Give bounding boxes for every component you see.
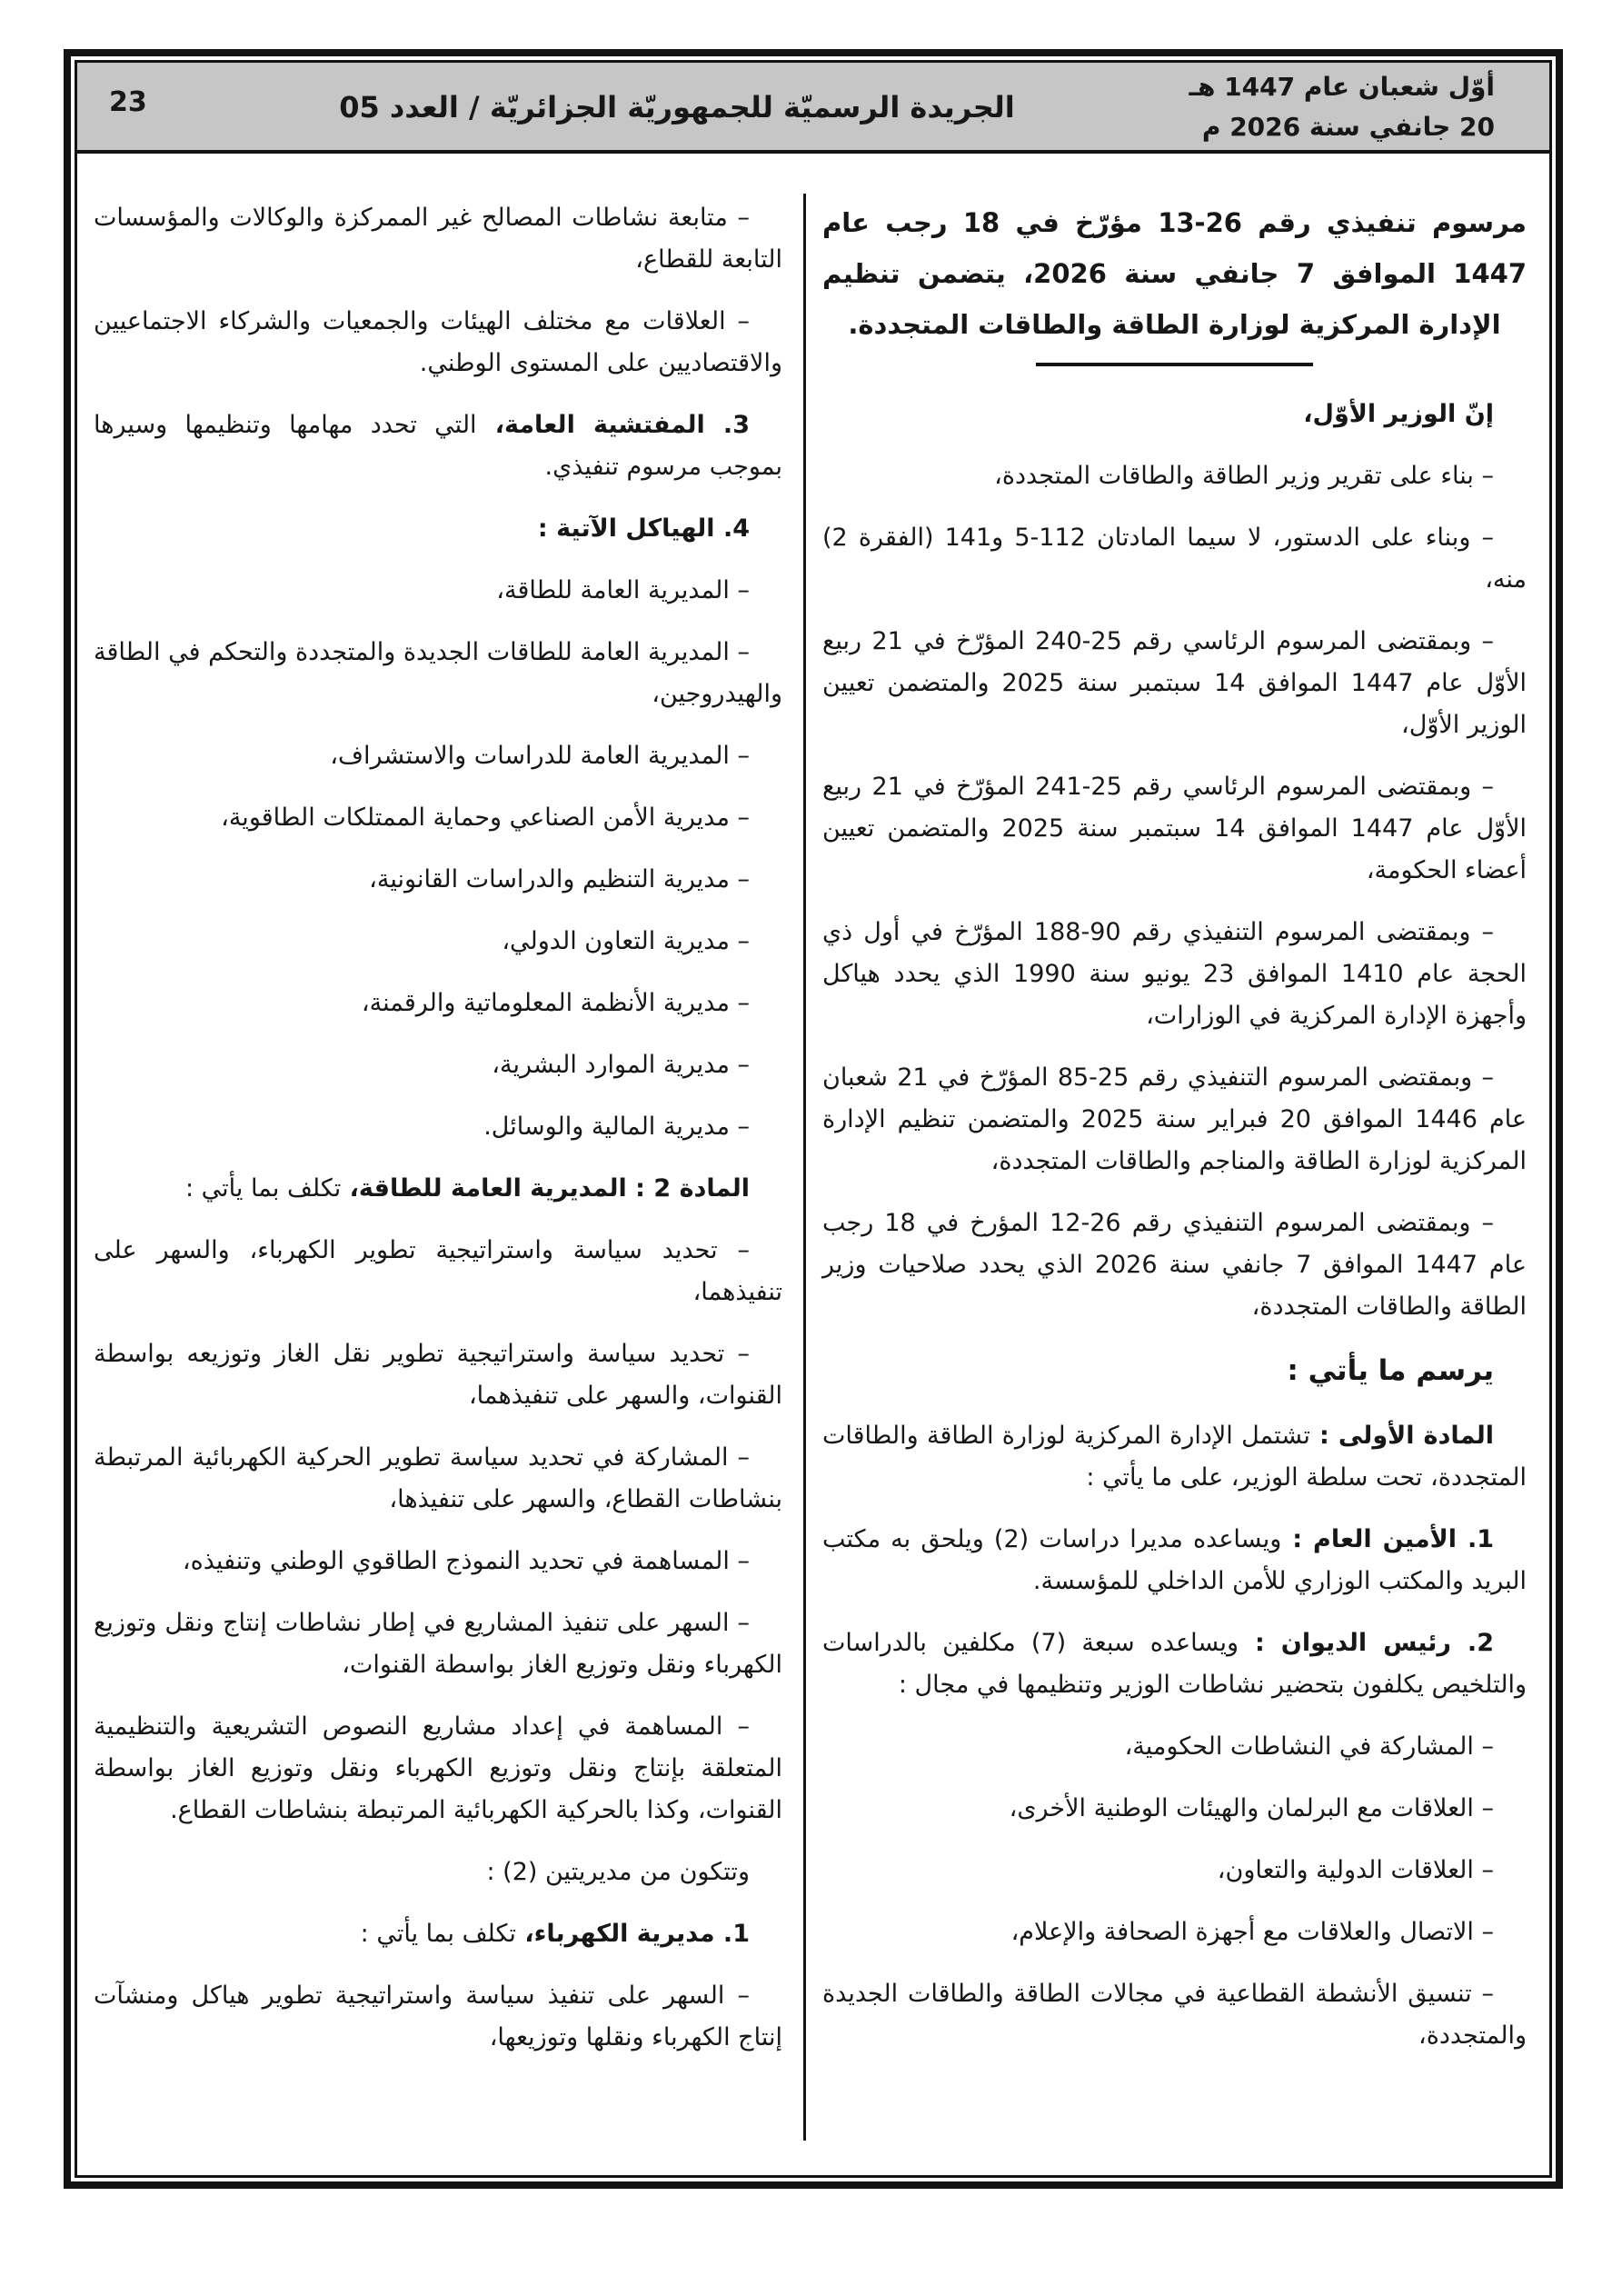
text-run: – مديرية الأمن الصناعي وحماية الممتلكات الطاقوية، (221, 804, 750, 832)
paragraph (94, 1602, 782, 1686)
text-run: – متابعة نشاطات المصالح غير الممركزة والوكالات والمؤسسات التابعة للقطاع، (94, 204, 782, 274)
paragraph (94, 859, 782, 901)
text-run: – العلاقات مع البرلمان والهيئات الوطنية الأخرى، (1009, 1794, 1494, 1822)
text-run: التي تحدد مهامها وتنظيمها وسيرها بموجب مرسوم تنفيذي. (94, 411, 782, 481)
paragraph (822, 1519, 1527, 1602)
paragraph (822, 394, 1527, 435)
text-run: – مديرية المالية والوسائل. (483, 1113, 750, 1141)
paragraph (94, 1168, 782, 1210)
paragraph (94, 921, 782, 963)
paragraph (94, 1975, 782, 2059)
text-run: – المديرية العامة للطاقة، (496, 576, 750, 604)
paragraph (822, 1912, 1527, 1953)
text-run: – وبمقتضى المرسوم التنفيذي رقم 90‐188 المؤرّخ في أول ذي الحجة عام 1410 الموافق 23 يونيو سنة 1990 الذي يحدد هياكل وأجهزة الإدارة المركزية في الوزارات، (822, 918, 1527, 1030)
text-run: – وبمقتضى المرسوم الرئاسي رقم 25‐241 المؤرّخ في 21 ربيع الأوّل عام 1447 الموافق 14 سبتمبر سنة 2025 والمتضمن تعيين أعضاء الحكومة، (822, 773, 1527, 884)
text-run: – العلاقات الدولية والتعاون، (1217, 1856, 1494, 1884)
paragraph (94, 1706, 782, 1832)
text-run: تشتمل الإدارة المركزية لوزارة الطاقة والطاقات المتجددة، تحت سلطة الوزير، على ما يأتي : (822, 1422, 1527, 1492)
page-inner-border (75, 60, 1552, 2178)
text-run: – المشاركة في النشاطات الحكومية، (1124, 1732, 1494, 1761)
paragraph (822, 1057, 1527, 1183)
text-run: – المديرية العامة للدراسات والاستشراف، (330, 742, 750, 770)
paragraph (822, 1203, 1527, 1328)
text-run: – وبناء على الدستور، لا سيما المادتان 112‐5 و141 (الفقرة 2) منه، (822, 524, 1527, 594)
bold-text-run: 3. المفتشية العامة، (476, 411, 750, 439)
paragraph (94, 1437, 782, 1521)
column-divider-line (803, 194, 806, 2141)
bold-text-run: 1. الأمين العام : (1281, 1525, 1494, 1553)
paragraph (822, 517, 1527, 601)
paragraph (822, 1726, 1527, 1768)
decree-title (822, 197, 1527, 350)
paragraph (822, 1788, 1527, 1830)
bold-text-run: 2. رئيس الديوان : (1239, 1629, 1494, 1657)
text-run: – وبمقتضى المرسوم الرئاسي رقم 25‐240 المؤرّخ في 21 ربيع الأوّل عام 1447 الموافق 14 سبتمبر سنة 2025 والمتضمن تعيين الوزير الأوّل، (822, 627, 1527, 739)
left-column (94, 197, 782, 2079)
paragraph (94, 1333, 782, 1417)
paragraph (94, 1044, 782, 1086)
text-run: – تنسيق الأنشطة القطاعية في مجالات الطاقة والطاقات الجديدة والمتجددة، (822, 1980, 1527, 2050)
text-run: ويساعده مديرا دراسات (2) ويلحق به مكتب البريد والمكتب الوزاري للأمن الداخلي للمؤسسة. (822, 1525, 1527, 1595)
paragraph (822, 912, 1527, 1037)
paragraph (94, 404, 782, 488)
text-run: – المشاركة في تحديد سياسة تطوير الحركية الكهربائية المرتبطة بنشاطات القطاع، والسهر على تنفيذها، (94, 1443, 782, 1513)
text-run: تكلف بما يأتي : (184, 1174, 342, 1203)
text-run: – الاتصال والعلاقات مع أجهزة الصحافة والإعلام، (1010, 1918, 1494, 1946)
text-run: – تحديد سياسة واستراتيجية تطوير نقل الغاز وتوزيعه بواسطة القنوات، والسهر على تنفيذهما، (94, 1340, 782, 1410)
paragraph (94, 983, 782, 1024)
bold-text-run: المادة 2 : المديرية العامة للطاقة، (341, 1174, 750, 1203)
paragraph (822, 455, 1527, 497)
paragraph (94, 197, 782, 281)
text-run: – المساهمة في إعداد مشاريع النصوص التشريعية والتنظيمية المتعلقة بإنتاج ونقل وتوزيع الكهرباء ونقل وتوزيع الغاز بواسطة القنوات، وكذا بالحركية الكهربائية المرتبطة بنشاطات القطاع. (94, 1712, 782, 1824)
paragraph (822, 1415, 1527, 1499)
paragraph (94, 1852, 782, 1893)
text-run: – المساهمة في تحديد النموذج الطاقوي الوطني وتنفيذه، (182, 1547, 750, 1575)
text-run: – المديرية العامة للطاقات الجديدة والمتجددة والتحكم في الطاقة والهيدروجين، (94, 638, 782, 708)
right-column (822, 197, 1527, 2077)
text-run: – بناء على تقرير وزير الطاقة والطاقات المتجددة، (994, 462, 1494, 490)
paragraph (822, 766, 1527, 892)
paragraph (94, 797, 782, 839)
bold-text-run: 4. الهياكل الآتية : (537, 514, 750, 543)
paragraph (94, 570, 782, 612)
text-run: ويساعده سبعة (7) مكلفين بالدراسات والتلخيص يكلفون بتحضير نشاطات الوزير وتنظيمها في مجال : (822, 1629, 1527, 1699)
bold-text-run: إنّ الوزير الأوّل، (1303, 400, 1494, 428)
text-run: – وبمقتضى المرسوم التنفيذي رقم 26‐12 المؤرخ في 18 رجب عام 1447 الموافق 7 جانفي سنة 2026 الذي يحدد صلاحيات وزير الطاقة والطاقات المتجددة، (822, 1209, 1527, 1321)
text-run: تكلف بما يأتي : (360, 1920, 516, 1948)
section-heading (822, 1348, 1527, 1393)
paragraph (94, 508, 782, 550)
text-run: – تحديد سياسة واستراتيجية تطوير الكهرباء، والسهر على تنفيذهما، (94, 1236, 782, 1306)
text-run: – مديرية الأنظمة المعلوماتية والرقمنة، (361, 989, 750, 1017)
journal-title: الجريدة الرسميّة للجمهوريّة الجزائريّة / العدد 05 (339, 90, 1015, 125)
text-run: – وبمقتضى المرسوم التنفيذي رقم 25‐85 المؤرّخ في 21 شعبان عام 1446 الموافق 20 فبراير سنة 2025 والمتضمن تنظيم الإدارة المركزية لوزارة الطاقة والمناجم والطاقات المتجددة، (822, 1063, 1527, 1175)
paragraph (94, 301, 782, 384)
paragraph (822, 621, 1527, 746)
page-border-frame (64, 49, 1563, 2189)
page-number: 23 (109, 86, 147, 118)
text-run: – السهر على تنفيذ المشاريع في إطار نشاطات إنتاج ونقل وتوزيع الكهرباء ونقل وتوزيع الغاز بواسطة القنوات، (94, 1609, 782, 1679)
bold-text-run: يرسم ما يأتي : (1287, 1354, 1494, 1387)
date-gregorian: 20 جانفي سنة 2026 م (1201, 112, 1495, 142)
bold-text-run: المادة الأولى : (1309, 1422, 1494, 1450)
paragraph (94, 1541, 782, 1582)
text-run: – مديرية الموارد البشرية، (492, 1051, 750, 1079)
text-run: – السهر على تنفيذ سياسة واستراتيجية تطوير هياكل ومنشآت إنتاج الكهرباء ونقلها وتوزيعها، (94, 1982, 782, 2051)
text-run: وتتكون من مديريتين (2) : (486, 1858, 750, 1886)
header-dates (1189, 67, 1495, 147)
paragraph (822, 1622, 1527, 1706)
page-body (77, 157, 1549, 2171)
section-divider (1036, 363, 1313, 366)
page-header (77, 63, 1549, 154)
paragraph (822, 1973, 1527, 2057)
text-run: – مديرية التنظيم والدراسات القانونية، (369, 865, 750, 893)
paragraph (822, 1850, 1527, 1892)
paragraph (94, 1106, 782, 1148)
bold-text-run: مرسوم تنفيذي رقم 26‐13 مؤرّخ في 18 رجب عام 1447 الموافق 7 جانفي سنة 2026، يتضمن تنظيم الإدارة المركزية لوزارة الطاقة والطاقات المتجددة. (822, 207, 1527, 340)
date-hijri: أوّل شعبان عام 1447 هـ (1189, 72, 1495, 102)
text-run: – العلاقات مع مختلف الهيئات والجمعيات والشركاء الاجتماعيين والاقتصاديين على المستوى الوطني. (94, 307, 782, 377)
text-run: – مديرية التعاون الدولي، (502, 927, 750, 955)
paragraph (94, 1913, 782, 1955)
paragraph (94, 632, 782, 715)
paragraph (94, 735, 782, 777)
paragraph (94, 1230, 782, 1313)
bold-text-run: 1. مديرية الكهرباء، (515, 1920, 750, 1948)
